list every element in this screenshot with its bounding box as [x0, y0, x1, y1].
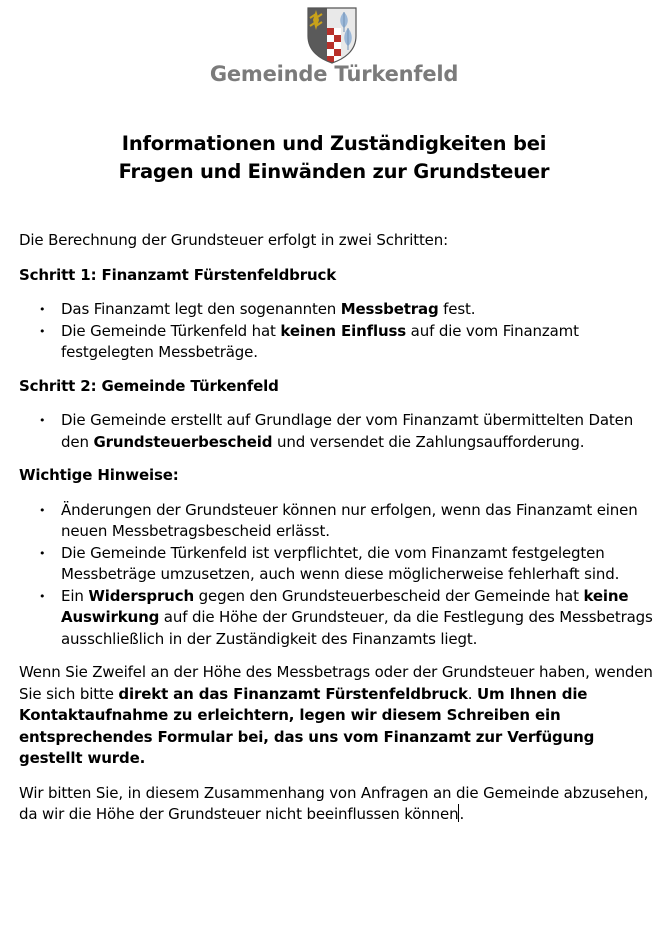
list-item: • Das Finanzamt legt den sogenannten Messbetrag fest. [19, 299, 655, 321]
step2-heading: Schritt 2: Gemeinde Türkenfeld [19, 376, 279, 395]
title-line-2: Fragen und Einwänden zur Grundsteuer [118, 160, 550, 183]
closing-paragraph-1: Wenn Sie Zweifel an der Höhe des Messbetrags oder der Grundsteuer haben, wenden Sie sich bitte direkt an das Finanzamt Fürstenfeldbruck. Um Ihnen die Kontaktaufnahme zu erleichtern, legen wir diesem Schreiben ein entsprechendes Formular bei, das uns vom Finanzamt zur Verfügung gestellt wurde. [19, 663, 653, 767]
step1-list [19, 299, 655, 364]
intro-text: Die Berechnung der Grundsteuer erfolgt in zwei Schritten: [19, 231, 449, 249]
closing-paragraph-2: Wir bitten Sie, in diesem Zusammenhang von Anfragen an die Gemeinde abzusehen, da wir die Höhe der Grundsteuer nicht beeinflussen können. [19, 783, 649, 823]
list-item: • Die Gemeinde erstellt auf Grundlage der vom Finanzamt übermittelten Daten den Grundsteuerbescheid und versendet die Zahlungsaufforderung. [19, 410, 655, 453]
list-item: • Die Gemeinde Türkenfeld ist verpflichtet, die vom Finanzamt festgelegten Messbeträge umzusetzen, auch wenn diese möglicherweise fehlerhaft sind. [19, 543, 655, 586]
coat-of-arms-icon [306, 6, 358, 64]
page-title [0, 130, 668, 186]
notes-list [19, 500, 655, 651]
document-body [19, 230, 655, 826]
notes-heading: Wichtige Hinweise: [19, 466, 179, 484]
title-line-1: Informationen und Zuständigkeiten bei [121, 132, 547, 155]
list-item: • Änderungen der Grundsteuer können nur erfolgen, wenn das Finanzamt einen neuen Messbetragsbescheid erlässt. [19, 500, 655, 543]
step2-list [19, 410, 655, 453]
step1-heading: Schritt 1: Finanzamt Fürstenfeldbruck [19, 265, 337, 284]
municipality-name: Gemeinde Türkenfeld [209, 62, 459, 86]
list-item: • Ein Widerspruch gegen den Grundsteuerbescheid der Gemeinde hat keine Auswirkung auf die Höhe der Grundsteuer, da die Festlegung des Messbetrags ausschließlich in der Zuständigkeit des Finanzamts liegt. [19, 586, 655, 651]
list-item: • Die Gemeinde Türkenfeld hat keinen Einfluss auf die vom Finanzamt festgelegten Messbeträge. [19, 321, 655, 364]
